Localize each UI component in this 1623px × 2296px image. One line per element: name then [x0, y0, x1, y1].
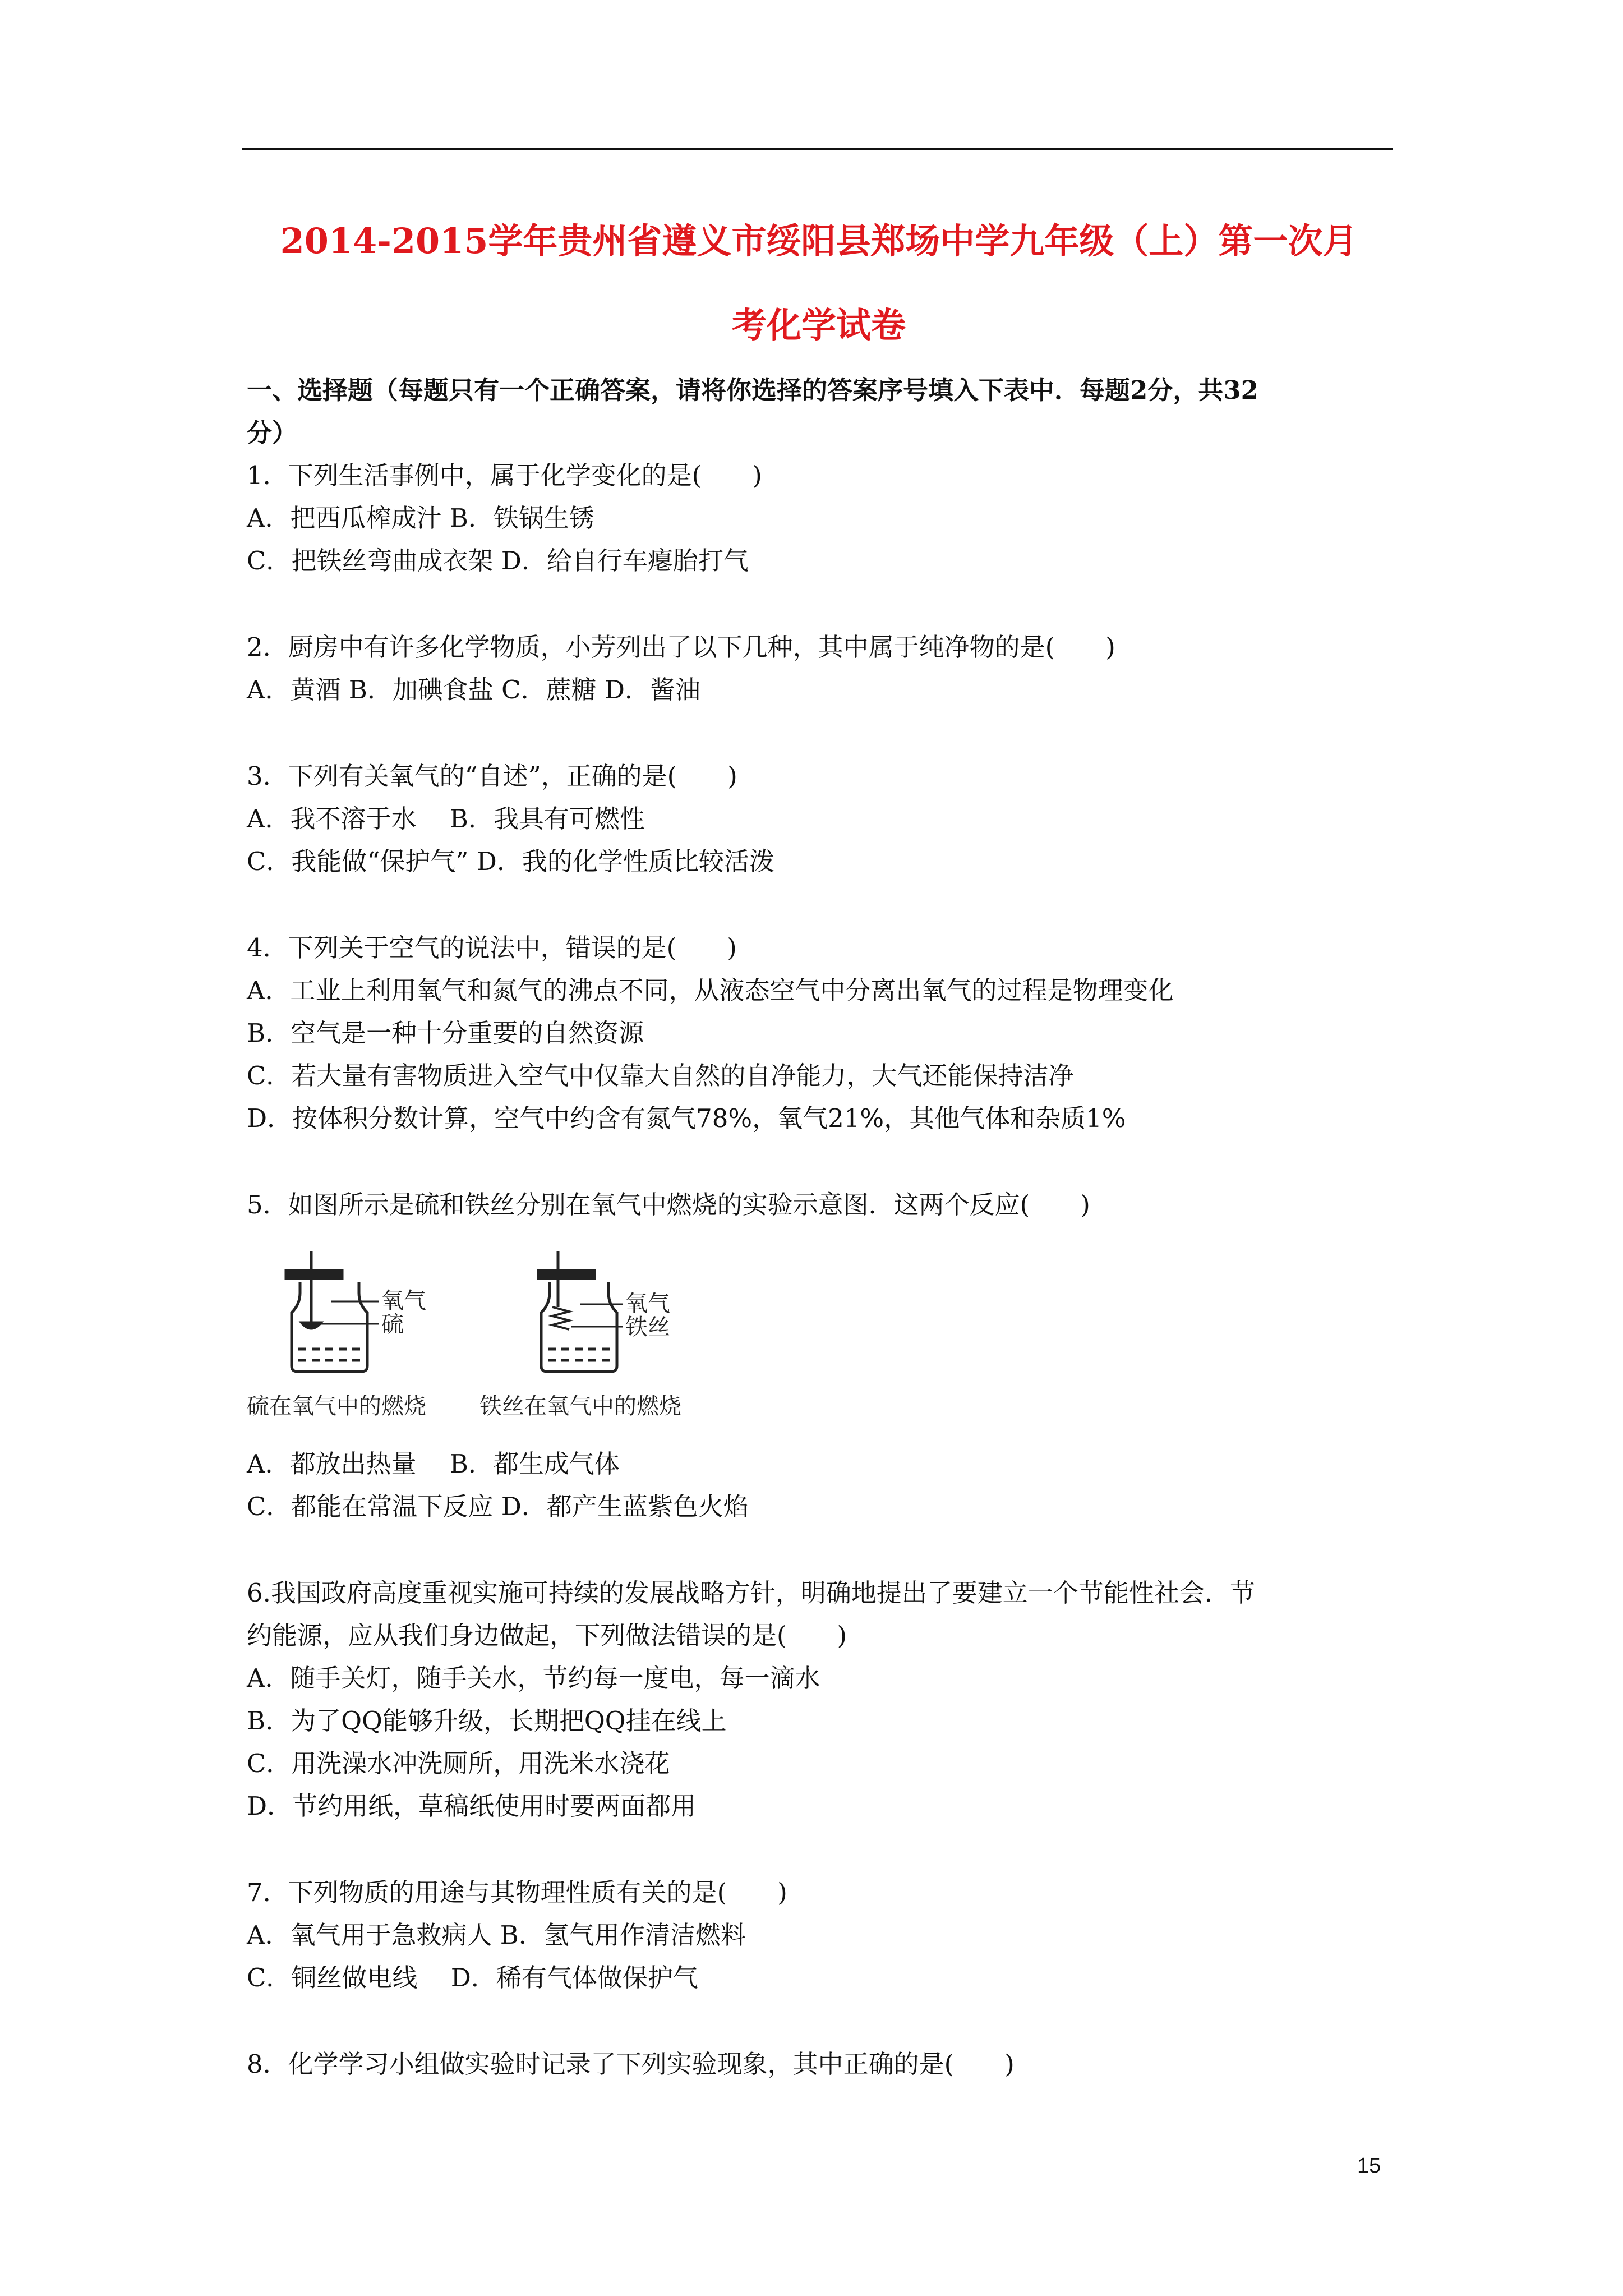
iron-wire-apparatus [538, 1251, 623, 1372]
question-6-stem-line2: 约能源，应从我们身边做起，下列做法错误的是( ) [247, 1621, 847, 1650]
question-6-option-d: D．节约用纸，草稿纸使用时要两面都用 [247, 1791, 697, 1821]
section-heading-line2: 分） [247, 418, 298, 448]
sulfur-apparatus [286, 1251, 379, 1372]
sulfur-gas-label: 氧气 [381, 1288, 426, 1314]
question-6-option-a: A．随手关灯，随手关水，节约每一度电，每一滴水 [247, 1663, 820, 1693]
page-number: 15 [1357, 2154, 1381, 2178]
question-3-options-ab: A．我不溶于水 B．我具有可燃性 [247, 804, 645, 834]
question-2-options: A．黄酒 B．加碘食盐 C．蔗糖 D．酱油 [247, 675, 700, 705]
iron-substance-label: 铁丝 [625, 1314, 670, 1340]
sulfur-substance-label: 硫 [381, 1312, 404, 1337]
question-6-option-b: B．为了QQ能够升级，长期把QQ挂在线上 [247, 1706, 727, 1736]
question-4-option-d: D．按体积分数计算，空气中约含有氮气78%，氧气21%，其他气体和杂质1% [247, 1103, 1126, 1133]
question-1-stem: 1．下列生活事例中，属于化学变化的是( ) [247, 461, 762, 490]
header-rule [242, 148, 1393, 150]
question-5-options-cd: C．都能在常温下反应 D．都产生蓝紫色火焰 [247, 1492, 749, 1521]
page-title-line1: 2014-2015学年贵州省遵义市绥阳县郑场中学九年级（上）第一次月 [280, 220, 1358, 261]
question-4-option-b: B．空气是一种十分重要的自然资源 [247, 1018, 644, 1048]
iron-caption: 铁丝在氧气中的燃烧 [479, 1393, 681, 1419]
question-7-stem: 7．下列物质的用途与其物理性质有关的是( ) [247, 1878, 787, 1907]
question-7-options-cd: C．铜丝做电线 D．稀有气体做保护气 [247, 1963, 698, 1993]
question-8-stem: 8．化学学习小组做实验时记录了下列实验现象，其中正确的是( ) [247, 2049, 1015, 2079]
question-2-stem: 2．厨房中有许多化学物质，小芳列出了以下几种，其中属于纯净物的是( ) [247, 632, 1115, 662]
question-4-option-c: C．若大量有害物质进入空气中仅靠大自然的自净能力，大气还能保持洁净 [247, 1061, 1074, 1091]
question-7-options-ab: A．氧气用于急救病人 B．氢气用作清洁燃料 [247, 1920, 746, 1950]
combustion-figure-svg [247, 1251, 740, 1442]
question-3-options-cd: C．我能做“保护气” D．我的化学性质比较活泼 [247, 846, 774, 876]
sulfur-caption: 硫在氧气中的燃烧 [247, 1393, 426, 1419]
question-6-stem-line1: 6.我国政府高度重视实施可持续的发展战略方针，明确地提出了要建立一个节能性社会．节 [247, 1578, 1255, 1608]
question-6-option-c: C．用洗澡水冲洗厕所，用洗米水浇花 [247, 1749, 670, 1778]
page-title-line2: 考化学试卷 [731, 305, 906, 346]
section-heading-line1: 一、选择题（每题只有一个正确答案，请将你选择的答案序号填入下表中．每题2分，共32 [247, 375, 1258, 405]
question-4-stem: 4．下列关于空气的说法中，错误的是( ) [247, 933, 737, 963]
question-4-option-a: A．工业上利用氧气和氮气的沸点不同，从液态空气中分离出氧气的过程是物理变化 [247, 976, 1174, 1005]
combustion-figure [247, 1251, 740, 1444]
question-1-options-ab: A．把西瓜榨成汁 B．铁锅生锈 [247, 503, 594, 533]
question-3-stem: 3．下列有关氧气的“自述”，正确的是( ) [247, 761, 737, 791]
question-5-stem: 5．如图所示是硫和铁丝分别在氧气中燃烧的实验示意图．这两个反应( ) [247, 1190, 1090, 1220]
question-5-options-ab: A．都放出热量 B．都生成气体 [247, 1449, 620, 1479]
iron-gas-label: 氧气 [625, 1291, 670, 1317]
question-1-options-cd: C．把铁丝弯曲成衣架 D．给自行车瘪胎打气 [247, 546, 749, 576]
